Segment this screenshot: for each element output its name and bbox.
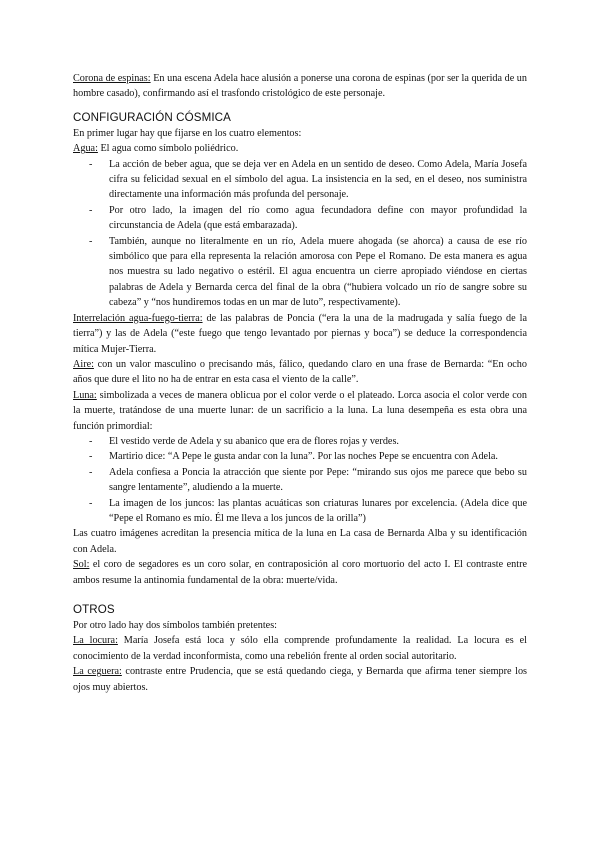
list-item-text: El vestido verde de Adela y su abanico que era de flores rojas y verdes. [109, 435, 399, 447]
paragraph-locura [73, 633, 527, 664]
paragraph-ceguera [73, 664, 527, 695]
intro-elementos: En primer lugar hay que fijarse en los cuatro elementos: [73, 127, 302, 139]
term-ceguera: La ceguera: [73, 666, 122, 678]
list-item [73, 203, 527, 234]
dash-bullet: - [89, 435, 93, 447]
term-luna: Luna: [73, 389, 97, 401]
list-item-text: La acción de beber agua, que se deja ver en Adela en un sentido de deseo. Como Adela, María Josefa cifra su felicidad sexual en el símbolo del agua. La insistencia en la sed, en el deseo, nos suministra directamente una información más profunda del personaje. [109, 158, 527, 201]
term-sol: Sol: [73, 559, 90, 571]
list-item [73, 465, 527, 496]
text-agua: El agua como símbolo poliédrico. [97, 143, 239, 155]
list-item-text: Por otro lado, la imagen del río como agua fecundadora define con mayor profundidad la circunstancia de Adela (que está embarazada). [109, 204, 527, 232]
paragraph-luna-closing: Las cuatro imágenes acreditan la presencia mítica de la luna en La casa de Bernarda Alba y su identificación con Adela. [73, 528, 527, 555]
term-locura: La locura: [73, 635, 118, 647]
term-corona: Corona de espinas: [73, 73, 151, 84]
paragraph-agua [73, 141, 527, 156]
text-corona: En una escena Adela hace alusión a ponerse una corona de espinas (por ser la querida de un hombre casado), confirmando así el trasfondo cristológico de este personaje. [73, 73, 527, 100]
paragraph-aire [73, 357, 527, 388]
agua-bullet-list [73, 157, 527, 311]
dash-bullet: - [89, 451, 93, 463]
list-item [73, 449, 527, 464]
paragraph-interrelacion [73, 311, 527, 357]
list-item-text: También, aunque no literalmente en un río, Adela muere ahogada (se ahorca) a causa de ese río simbólico que para ella representa la relación amorosa con Pepe el Romano. De esta manera es agua nos muestra su lado negativo o estéril. El agua encuentra un cierre apropiado viéndose en ciertas palabras de Adela y Bernarda cerca del final de la obra (“hubiera volcado un río de sangre sobre su cabeza” y “nos hundiremos todas en un mar de luto”, respectivamente). [109, 235, 527, 309]
luna-bullet-list [73, 434, 527, 526]
text-luna: simbolizada a veces de manera oblicua por el color verde o el plateado. Lorca asocia el color verde con la muerte, tratándose de una muerte lunar: de un sacrificio a la luna. La luna desempeña es esta obra una función primordial: [73, 389, 527, 432]
dash-bullet: - [89, 497, 93, 509]
list-item-text: La imagen de los juncos: las plantas acuáticas son criaturas lunares por excelencia. (Adela dice que “Pepe el Romano es mío. Él me lleva a los juncos de la orilla”) [109, 497, 527, 524]
heading-otros: OTROS [73, 603, 115, 616]
list-item [73, 434, 527, 449]
text-interrelacion: de las palabras de Poncia (“era la una de la madrugada y salía fuego de la tierra”) y las de Adela (“este fuego que tengo levantado por piernas y boca”) se deduce la correspondencia mítica Mujer-Tierra. [73, 312, 527, 355]
dash-bullet: - [89, 235, 93, 247]
list-item-text: Martirio dice: “A Pepe le gusta andar con la luna”. Por las noches Pepe se encuentra con Adela. [109, 451, 498, 463]
paragraph-corona [73, 71, 527, 102]
heading-configuracion-cosmica: CONFIGURACIÓN CÓSMICA [73, 110, 231, 124]
text-ceguera: contraste entre Prudencia, que se está quedando ciega, y Bernarda que afirma tener siempre los ojos muy abiertos. [73, 666, 527, 693]
list-item [73, 157, 527, 203]
paragraph-sol [73, 557, 527, 588]
paragraph-luna [73, 388, 527, 434]
dash-bullet: - [89, 158, 93, 170]
text-sol: el coro de segadores es un coro solar, en contraposición al coro mortuorio del acto I. El contraste entre ambos resume la antinomia fundamental de la obra: muerte/vida. [73, 559, 527, 586]
dash-bullet: - [89, 204, 93, 216]
list-item-text: Adela confiesa a Poncia la atracción que siente por Pepe: “mirando sus ojos me parece que bebo su sangre lentamente”, aludiendo a la muerte. [109, 466, 527, 494]
text-locura: María Josefa está loca y sólo ella comprende profundamente la realidad. La locura es el conocimiento de la verdad inconformista, como una rebelión frente al orden social autoritario. [73, 635, 527, 662]
text-aire: con un valor masculino o precisando más, fálico, quedando claro en una frase de Bernarda: “En ocho años que dure el lito no ha de entrar en esta casa el viento de la calle”. [73, 358, 527, 386]
list-item [73, 234, 527, 311]
dash-bullet: - [89, 466, 93, 478]
term-aire: Aire: [73, 358, 94, 370]
term-interrelacion: Interrelación agua-fuego-tierra: [73, 312, 203, 324]
intro-otros: Por otro lado hay dos símbolos también pretentes: [73, 620, 278, 631]
list-item [73, 496, 527, 527]
term-agua: Agua: [73, 143, 98, 155]
document-body [73, 71, 527, 695]
